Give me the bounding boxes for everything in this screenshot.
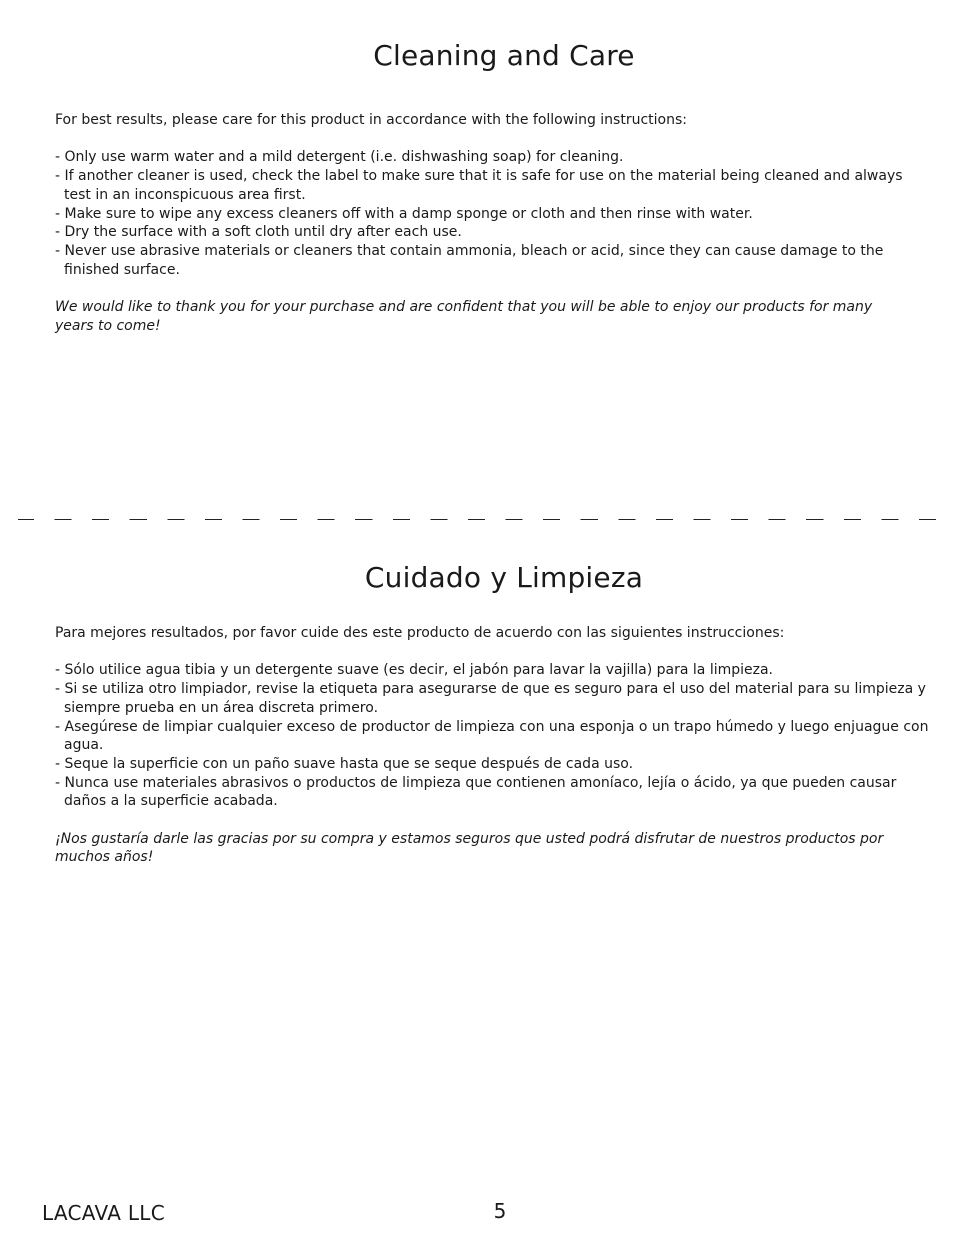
instruction-list bbox=[55, 148, 930, 279]
company-name: LACAVA LLC bbox=[42, 1201, 165, 1225]
dashed-cut-line bbox=[18, 519, 936, 520]
instruction-item: - Asegúrese de limpiar cualquier exceso de productor de limpieza con una esponja o un trapo húmedo y luego enjuague con agua. bbox=[55, 718, 929, 754]
intro-text: For best results, please care for this product in accordance with the following instructions: bbox=[55, 112, 687, 128]
instruction-list bbox=[55, 661, 930, 811]
instruction-item: - Sólo utilice agua tibia y un detergente suave (es decir, el jabón para lavar la vajilla) para la limpieza. bbox=[55, 662, 774, 679]
instruction-item: - Make sure to wipe any excess cleaners off with a damp sponge or cloth and then rinse with water. bbox=[55, 205, 753, 222]
care-instructions-spanish bbox=[55, 624, 930, 867]
care-instructions-english bbox=[55, 111, 930, 335]
instruction-item: - Only use warm water and a mild detergent (i.e. dishwashing soap) for cleaning. bbox=[55, 149, 624, 166]
instruction-item: - If another cleaner is used, check the label to make sure that it is safe for use on the material being cleaned and always test in an inconspicuous area first. bbox=[55, 168, 903, 203]
intro-text: Para mejores resultados, por favor cuide des este producto de acuerdo con las siguientes instrucciones: bbox=[55, 625, 785, 641]
instruction-item: - Dry the surface with a soft cloth until dry after each use. bbox=[55, 224, 462, 241]
instruction-item: - Never use abrasive materials or cleaners that contain ammonia, bleach or acid, since they can cause damage to the finished surface. bbox=[55, 242, 884, 278]
instruction-item: - Nunca use materiales abrasivos o productos de limpieza que contienen amoníaco, lejía o ácido, ya que pueden causar daños a la superficie acabada. bbox=[55, 774, 897, 810]
page-title-english: Cleaning and Care bbox=[373, 39, 635, 72]
instruction-item: - Si se utiliza otro limpiador, revise la etiqueta para asegurarse de que es seguro para el uso del material para su limpieza y siempre prueba en un área discreta primero. bbox=[55, 681, 926, 716]
closing-note: ¡Nos gustaría darle las gracias por su compra y estamos seguros que usted podrá disfrutar de nuestros productos por muchos años! bbox=[55, 830, 884, 866]
page-number: 5 bbox=[493, 1199, 507, 1223]
page-title-spanish: Cuidado y Limpieza bbox=[364, 561, 644, 594]
closing-note: We would like to thank you for your purchase and are confident that you will be able to enjoy our products for many years to come! bbox=[55, 299, 873, 334]
instruction-item: - Seque la superficie con un paño suave hasta que se seque después de cada uso. bbox=[55, 755, 634, 772]
